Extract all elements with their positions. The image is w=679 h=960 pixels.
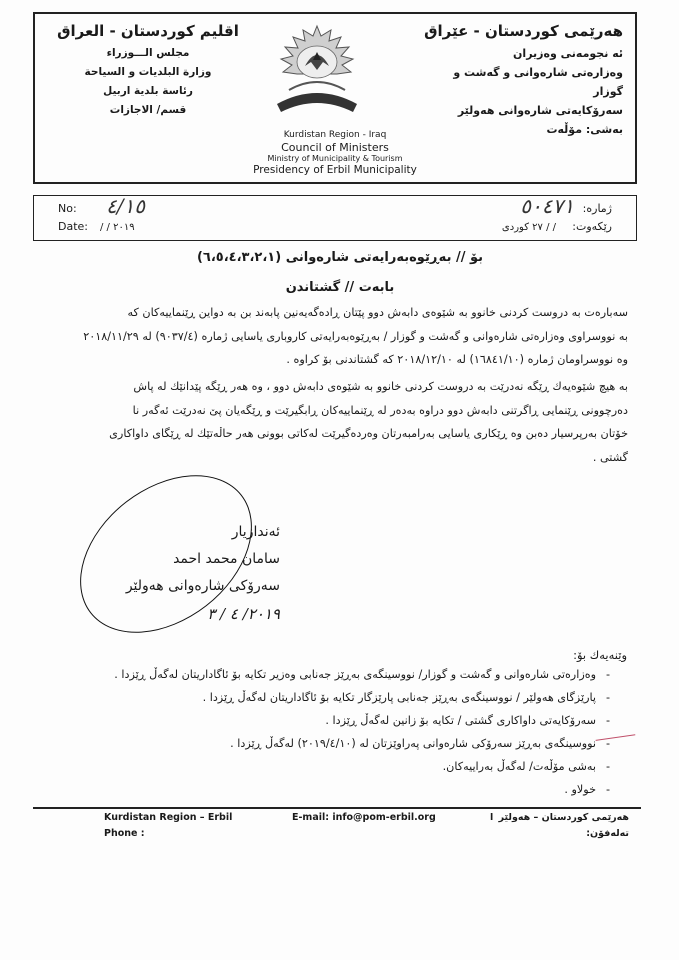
paragraph-1 bbox=[48, 306, 628, 377]
number-value: ٥٠٤٧١ bbox=[520, 194, 574, 218]
letterhead-english-ministry: Ministry of Municipality & Tourism bbox=[267, 154, 403, 163]
paragraph-line: سه‌باره‌ت به‌ دروست كردنی خانوو به‌ شێوه‌ی دابه‌ش دوو پێتان ڕاده‌گه‌یه‌نین پابه‌ند بن به‌ دواین ڕێنماییه‌كان كه‌ bbox=[127, 306, 628, 319]
footer-region-kurdish: هه‌رێمی كوردستان – هه‌ولێر bbox=[498, 812, 629, 823]
letterhead bbox=[33, 12, 637, 184]
footer-phone-kurdish: ته‌له‌فۆن: bbox=[586, 828, 629, 839]
letterhead-kurdish-line: وه‌زاره‌تی شاره‌وانی و گه‌شت و گوزار bbox=[453, 66, 623, 98]
letterhead-arabic-line: وزارة البلديات و السياحة bbox=[84, 66, 212, 78]
letterhead-arabic-line: قسم/ الاجازات bbox=[109, 104, 187, 116]
copy-recipient: خولاو . bbox=[564, 783, 596, 796]
paragraph-line: به‌ نووسراوی وه‌زاره‌تی شاره‌وانی و گه‌شت و گوزار / به‌ڕێوه‌به‌رایه‌تی كاروباری یاسایی ژماره‌ (٩٠٣٧/٤) له‌ ٢٠١٨/١١/٢٩ bbox=[83, 329, 628, 343]
letterhead-arabic-line: رئاسة بلدية اربيل bbox=[103, 85, 193, 97]
paragraph-line: به‌ هیچ شێوه‌یه‌ك ڕێگه‌ نه‌درێت به‌ دروست كردنی خانوو به‌ شێوه‌ی دابه‌ش دوو ، وه‌ هه‌ر ڕێگه‌ پێدانێك له‌ پاش bbox=[133, 380, 628, 393]
letter-recipient: بۆ // به‌ڕێوه‌به‌رایه‌تی شاره‌وانی (٦،٥،٤،٣،٢،١) bbox=[196, 250, 484, 265]
footer-region-english: Kurdistan Region – Erbil bbox=[104, 812, 233, 823]
number-date-bar bbox=[33, 195, 637, 241]
footer-email: E-mail: info@pom-erbil.org bbox=[292, 812, 436, 823]
paragraph-line: ده‌رچوونی ڕێنمایی ڕاگرتنی دابه‌ش دوو دراوه‌ به‌ده‌ر له‌ ڕێنماییه‌كان ڕابگیرێت و ڕێگه‌یان پێ نه‌درێت ئه‌گه‌ر نا bbox=[132, 403, 628, 417]
letterhead-kurdish-line: به‌شی: مۆڵه‌ت bbox=[546, 123, 623, 136]
copies-title: وێنه‌یه‌ك بۆ: bbox=[573, 648, 627, 662]
signatory-position: سه‌رۆكی شاره‌وانی هه‌ولێر bbox=[125, 578, 280, 594]
letterhead-kurdish-line: ئه نجومه‌نی وه‌زیران bbox=[513, 47, 623, 60]
copies-list bbox=[60, 668, 620, 806]
letterhead-kurdish bbox=[423, 22, 623, 139]
footer-divider bbox=[33, 807, 641, 809]
kurdistan-emblem-icon bbox=[267, 22, 367, 117]
list-item: -وه‌زاره‌تی شاره‌وانی و گه‌شت و گوزار/ نووسینگه‌ی به‌ڕێز جه‌نابی وه‌زیر تكایه‌ بۆ ئاگاداریتان له‌گه‌ڵ ڕێزدا . bbox=[114, 668, 611, 681]
paragraph-line: خۆتان به‌رپرسیار ده‌بن وه‌ ڕێكاری یاسایی به‌رامبه‌رتان وه‌رده‌گیرێت له‌كاتی بوونی هه‌ر حاڵه‌تێك له‌ ڕێگای داواكاری bbox=[109, 427, 628, 440]
letter-subject: بابه‌ت // گشتاندن bbox=[285, 280, 395, 295]
signature-block bbox=[80, 524, 280, 632]
letterhead-arabic-title: اقليم كوردستان - العراق bbox=[57, 22, 239, 40]
copy-recipient: پارێزگای هه‌ولێر / نووسینگه‌ی به‌ڕێز جه‌نابی پارێزگار تكایه‌ بۆ ئاگاداریتان له‌گه‌ڵ ڕێزدا . bbox=[202, 691, 596, 704]
letterhead-kurdish-title: هەرێمی كوردستان - عێراق bbox=[424, 22, 623, 40]
list-item: -خولاو . bbox=[564, 783, 611, 796]
letterhead-english-council: Council of Ministers bbox=[281, 141, 389, 154]
footer-page-marker: ا bbox=[490, 812, 494, 823]
list-item: -سه‌رۆكایه‌تی داواكاری گشتی / تكایه‌ بۆ زانین له‌گه‌ڵ ڕێزدا . bbox=[325, 714, 611, 727]
letterhead-arabic-line: مجلس الـــوزراء bbox=[106, 47, 190, 59]
paragraph-line: وه‌ نووسراومان ژماره‌ (١٦٨٤١/١٠) له‌ ٢٠١٨/١٢/١٠ كه‌ گشتاندنی بۆ كراوه‌ . bbox=[286, 353, 628, 366]
copy-recipient: به‌شی مۆڵه‌ت/ له‌گه‌ڵ به‌راییه‌كان. bbox=[442, 760, 596, 773]
number-label: ژماره: bbox=[582, 202, 612, 215]
paragraph-line: گشتی . bbox=[592, 450, 628, 464]
paragraph-2 bbox=[48, 380, 628, 474]
copy-recipient: سه‌رۆكایه‌تی داواكاری گشتی / تكایه‌ بۆ زانین له‌گه‌ڵ ڕێزدا . bbox=[325, 714, 596, 727]
date-label: Date: bbox=[58, 220, 88, 233]
date-value: / / ٢٠١٩ bbox=[100, 222, 135, 233]
letterhead-english-region: Kurdistan Region - Iraq bbox=[283, 130, 387, 140]
list-item: -نووسینگه‌ی به‌ڕێز سه‌رۆكی شاره‌وانی په‌راوێزتان له‌ (٢٠١٩/٤/١٠) له‌گه‌ڵ ڕێزدا . bbox=[230, 737, 611, 750]
no-label: No: bbox=[58, 202, 77, 215]
copy-recipient: نووسینگه‌ی به‌ڕێز سه‌رۆكی شاره‌وانی په‌راوێزتان له‌ (٢٠١٩/٤/١٠) له‌گه‌ڵ ڕێزدا . bbox=[230, 737, 596, 750]
signatory-title: ئه‌ندازیار bbox=[231, 524, 280, 540]
kurdish-date-label: رێكه‌وت: bbox=[572, 220, 612, 233]
letterhead-arabic bbox=[53, 22, 243, 120]
footer-phone-label: Phone : bbox=[104, 828, 145, 839]
signatory-name: سامان محمد احمد bbox=[173, 551, 280, 567]
list-item: -به‌شی مۆڵه‌ت/ له‌گه‌ڵ به‌راییه‌كان. bbox=[442, 760, 611, 773]
letterhead-english-presidency: Presidency of Erbil Municipality bbox=[253, 164, 417, 176]
letterhead-kurdish-line: سه‌رۆكایه‌تی شاره‌وانی هه‌ولێر bbox=[457, 104, 623, 117]
signature-date: ٢٠١٩/ ٤ / ٣ bbox=[207, 605, 280, 623]
copy-recipient: وه‌زاره‌تی شاره‌وانی و گه‌شت و گوزار/ نووسینگه‌ی به‌ڕێز جه‌نابی وه‌زیر تكایه‌ بۆ ئاگاداریتان له‌گه‌ڵ ڕێزدا . bbox=[114, 668, 596, 681]
letterhead-english bbox=[225, 130, 445, 177]
kurdish-date-value: / / ٢٧ كوردی bbox=[501, 222, 556, 233]
list-item: -پارێزگای هه‌ولێر / نووسینگه‌ی به‌ڕێز جه‌نابی پارێزگار تكایه‌ بۆ ئاگاداریتان له‌گه‌ڵ ڕێزدا . bbox=[202, 691, 611, 704]
no-value: ٤/١٥ bbox=[106, 194, 145, 218]
